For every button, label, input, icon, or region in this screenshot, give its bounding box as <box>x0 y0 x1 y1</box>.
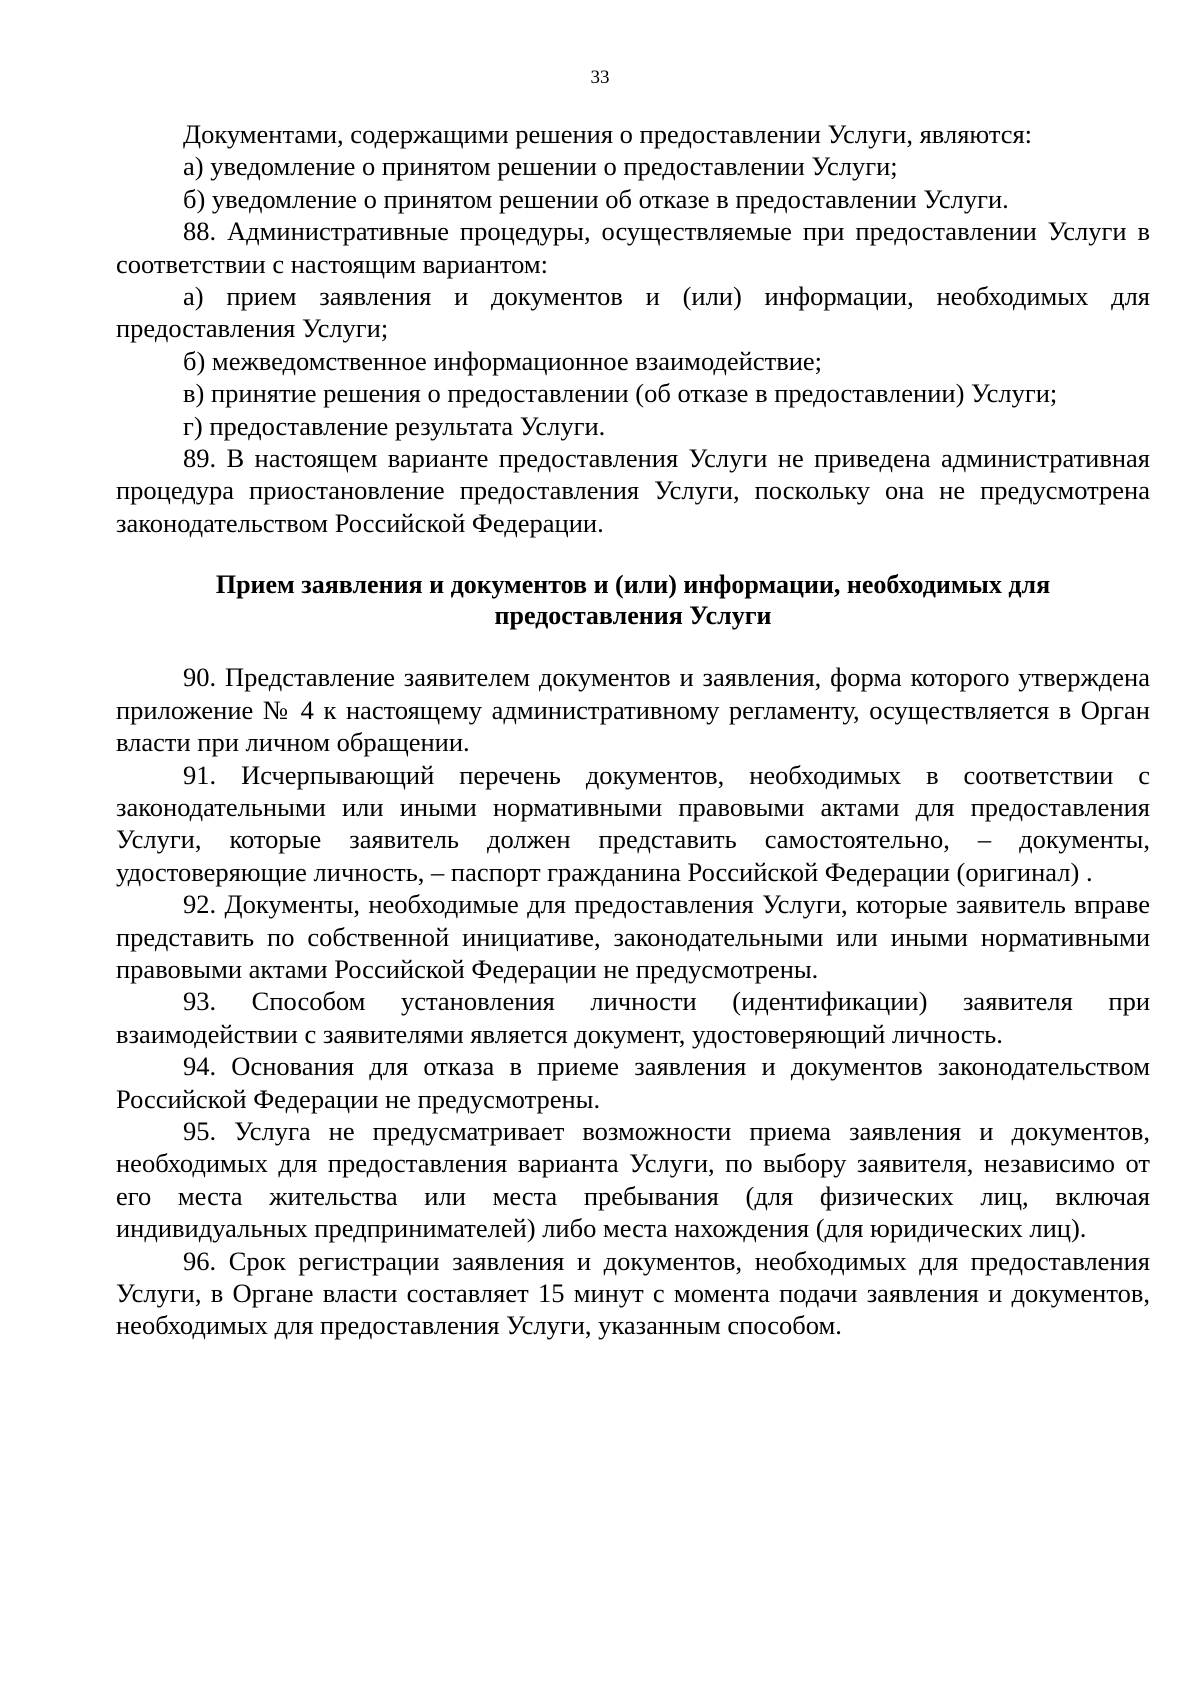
paragraph-90: 90. Представление заявителем документов и заявления, форма которого утверждена приложение № 4 к настоящему административному регламенту, осуществляется в Орган власти при личном обращении. <box>116 662 1150 758</box>
paragraph-89: 89. В настоящем варианте предоставления Услуги не приведена административная процедура приостановление предоставления Услуги, поскольку она не предусмотрена законодательством Российской Федерации. <box>116 443 1150 538</box>
paragraph-88: 88. Административные процедуры, осуществляемые при предоставлении Услуги в соответствии с настоящим вариантом: <box>116 216 1150 279</box>
section-heading <box>116 569 1150 631</box>
paragraph-91: 91. Исчерпывающий перечень документов, необходимых в соответствии с законодательными или иными нормативными правовыми актами для предоставления Услуги, которые заявитель должен представить самостоятельно, – документы, удостоверяющие личность, – паспорт гражданина Российской Федерации (оригинал) . <box>116 759 1150 887</box>
paragraph-96: 96. Срок регистрации заявления и документов, необходимых для предоставления Услуги, в Органе власти составляет 15 минут с момента подачи заявления и документов, необходимых для предоставления Услуги, указанным способом. <box>116 1245 1150 1341</box>
page-number: 33 <box>590 67 610 88</box>
paragraph-88-item-a: а) прием заявления и документов и (или) информации, необходимых для предоставления Услуги; <box>116 281 1150 344</box>
paragraph-95: 95. Услуга не предусматривает возможности приема заявления и документов, необходимых для предоставления варианта Услуги, по выбору заявителя, независимо от его места жительства или места пребывания (для физических лиц, включая индивидуальных предпринимателей) либо места нахождения (для юридических лиц). <box>116 1115 1150 1244</box>
paragraph-94: 94. Основания для отказа в приеме заявления и документов законодательством Российской Федерации не предусмотрены. <box>116 1051 1150 1114</box>
section-heading-line-2: предоставления Услуги <box>494 601 772 631</box>
paragraph-88-item-c: в) принятие решения о предоставлении (об отказе в предоставлении) Услуги; <box>183 378 1058 409</box>
paragraph-documents-intro: Документами, содержащими решения о предоставлении Услуги, являются: <box>183 119 1033 149</box>
paragraph-93: 93. Способом установления личности (идентификации) заявителя при взаимодействии с заявителями является документ, удостоверяющий личность. <box>116 986 1150 1049</box>
paragraph-item-b-notice-refusal: б) уведомление о принятом решении об отказе в предоставлении Услуги. <box>183 183 1009 214</box>
section-heading-line-1: Прием заявления и документов и (или) информации, необходимых для <box>215 570 1051 600</box>
document-body <box>116 118 1150 1342</box>
paragraph-item-a-notice-granted: а) уведомление о принятом решении о предоставлении Услуги; <box>183 151 898 182</box>
paragraph-88-item-b: б) межведомственное информационное взаимодействие; <box>183 345 823 376</box>
paragraph-92: 92. Документы, необходимые для предоставления Услуги, которые заявитель вправе представить по собственной инициативе, законодательными или иными нормативными правовыми актами Российской Федерации не предусмотрены. <box>116 889 1150 984</box>
paragraph-88-item-d: г) предоставление результата Услуги. <box>183 410 606 441</box>
